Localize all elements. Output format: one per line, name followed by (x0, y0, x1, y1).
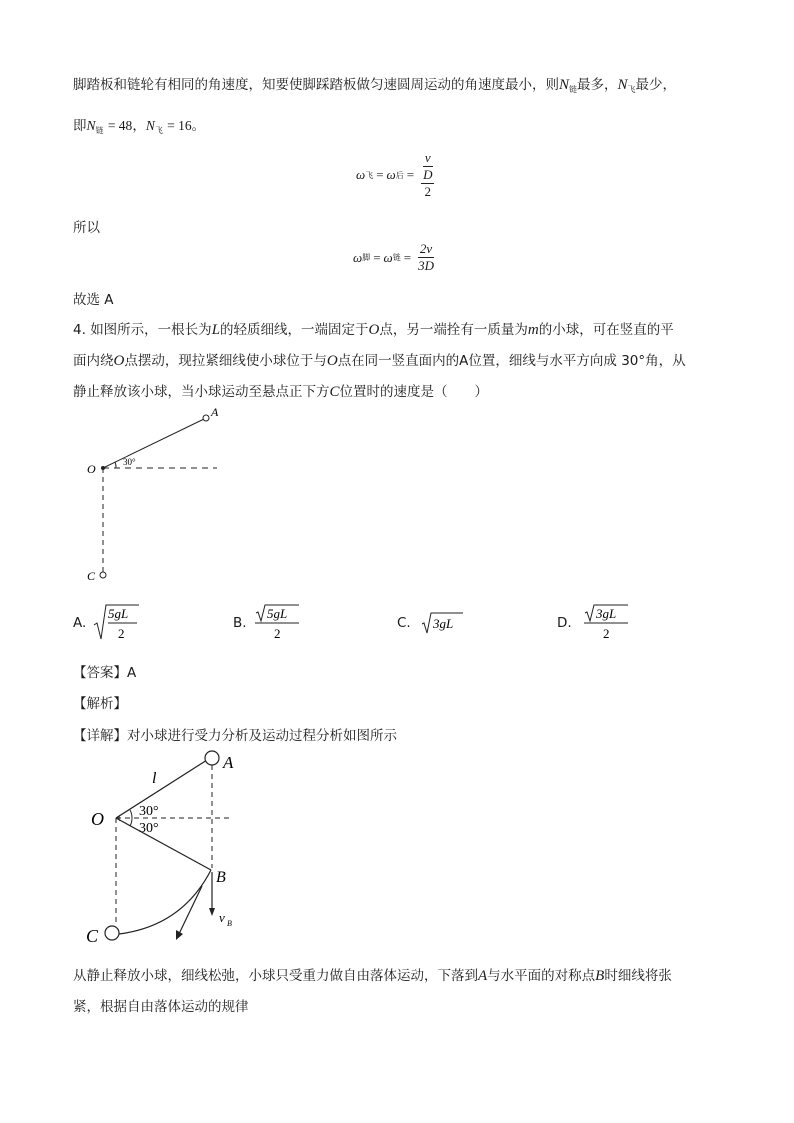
text-segment: 如图所示，一根长为 (90, 322, 212, 338)
sqrt-fraction-expression (92, 603, 140, 643)
text-choose-a: 故选 A (73, 292, 114, 308)
label-c: C (87, 569, 96, 583)
label-angle: 30° (123, 457, 136, 467)
text-segment: 与水平面的对称点 (487, 968, 596, 984)
arc-path (119, 870, 211, 934)
answer: 【答案】A (73, 665, 137, 681)
symbol-C: C (329, 384, 340, 400)
detail-text: 【详解】对小球进行受力分析及运动过程分析如图所示 (73, 728, 397, 744)
label-angle-top: 30° (139, 804, 159, 819)
string-oa (116, 760, 207, 818)
denominator: 2 (602, 626, 610, 641)
pendulum-diagram (80, 405, 230, 590)
fraction-sqrt-expression (584, 603, 630, 643)
label-a: A (223, 753, 234, 772)
question-number: 4. (73, 322, 86, 338)
text-suoyi: 所以 (73, 220, 100, 236)
ball-a (205, 751, 219, 765)
final-line-2: 紧，根据自由落体运动的规律 (73, 999, 249, 1015)
value-48: = 48 (107, 118, 133, 133)
equals-sign: = (373, 249, 381, 265)
denominator (419, 167, 436, 200)
omega-symbol: ω (386, 167, 396, 182)
angle-arc-top (130, 810, 132, 818)
radicand: 3gL (432, 616, 453, 631)
symbol-N: N (559, 77, 570, 93)
question-line-2 (73, 349, 686, 370)
text-segment: 最少， (635, 77, 677, 93)
symbol-N: N (86, 118, 96, 133)
paragraph-line-1 (73, 73, 676, 95)
symbol-O: O (368, 322, 380, 338)
text-segment: 的小球，可在竖直的平 (538, 322, 674, 338)
subscript: 脚 (362, 253, 371, 262)
analysis-heading: 【解析】 (73, 696, 127, 712)
omega-symbol: ω (353, 249, 363, 265)
tangent-arrow (178, 886, 202, 936)
sqrt-expression (421, 611, 465, 635)
text-segment: 时细线将张 (604, 968, 672, 984)
subscript-chain: 链 (569, 85, 578, 94)
angle-arc (115, 462, 116, 468)
subscript-fly: 飞 (627, 85, 636, 94)
option-label: B. (233, 615, 247, 631)
symbol-B: B (595, 968, 605, 984)
numerator: 3gL (595, 606, 616, 621)
label-v: v (219, 910, 225, 925)
denominator: 2 (118, 626, 125, 641)
symbol-L: L (211, 322, 221, 338)
label-v-subscript: B (227, 919, 232, 928)
formula-omega-fly (356, 150, 438, 200)
inner-denominator: 2 (424, 184, 431, 199)
text-segment: 。 (191, 118, 206, 134)
label-angle-bottom: 30° (139, 821, 159, 836)
label-o: O (87, 462, 96, 476)
symbol-N: N (617, 77, 628, 93)
option-label: D. (557, 615, 572, 631)
text-segment: 静止释放该小球，当小球运动至悬点正下方 (73, 384, 330, 400)
numerator: v (424, 150, 431, 165)
symbol-N: N (145, 118, 155, 133)
value-16: = 16 (167, 118, 192, 133)
subscript: 链 (392, 253, 401, 262)
fraction (416, 241, 436, 274)
subscript-fly: 飞 (154, 126, 163, 135)
symbol-m: m (527, 322, 539, 338)
text-segment: 面内绕 (73, 353, 114, 369)
label-b: B (216, 869, 226, 886)
symbol-A: A (478, 968, 488, 984)
option-label: A. (73, 615, 87, 631)
paragraph-line-2 (73, 114, 205, 136)
equals-sign: = (376, 167, 384, 182)
text-segment: 点在同一竖直面内的A位置，细线与水平方向成 30°角，从 (337, 353, 686, 369)
label-o: O (91, 809, 104, 829)
subscript-chain: 链 (95, 126, 104, 135)
equals-sign: = (406, 167, 415, 182)
text-segment: 位置时的速度是（ ） (339, 384, 489, 400)
angle-arc-bottom (130, 818, 132, 826)
ball-c (105, 926, 119, 940)
label-c: C (86, 926, 99, 946)
fraction-sqrt-expression (255, 603, 301, 643)
ball-a (203, 415, 209, 421)
fraction (419, 150, 436, 200)
string-line (103, 419, 204, 468)
option-a[interactable] (73, 603, 140, 643)
numerator: 5gL (108, 606, 129, 621)
denominator: 3D (418, 258, 434, 273)
symbol-O: O (113, 353, 125, 369)
inner-numerator: D (423, 167, 433, 182)
separator: ， (132, 118, 146, 134)
force-analysis-diagram (82, 746, 252, 946)
text-segment: 从静止释放小球，细线松弛，小球只受重力做自由落体运动，下落到 (73, 968, 478, 984)
numerator: 5gL (266, 606, 287, 621)
denominator: 2 (273, 626, 281, 641)
text-segment: 点摆动，现拉紧细线使小球位于与 (124, 353, 327, 369)
equals-sign: = (403, 249, 412, 265)
text-segment: 脚踏板和链轮有相同的角速度，知要使脚踩踏板做匀速圆周运动的角速度最小，则 (73, 77, 559, 93)
option-d[interactable] (557, 603, 630, 643)
label-a: A (211, 405, 219, 419)
omega-symbol: ω (383, 249, 393, 265)
option-c[interactable] (397, 611, 465, 635)
text-segment: 点，另一端拴有一质量为 (379, 322, 528, 338)
symbol-O: O (326, 353, 338, 369)
numerator: 2v (419, 241, 433, 256)
subscript: 后 (395, 170, 404, 180)
text-segment: 即 (73, 118, 87, 134)
text-segment: 的轻质细线，一端固定于 (220, 322, 369, 338)
subscript: 飞 (365, 170, 374, 180)
label-l: l (152, 770, 157, 787)
option-b[interactable] (233, 603, 301, 643)
velocity-arrow-head (209, 908, 215, 916)
question-line-1 (73, 318, 674, 339)
text-segment: 最多， (577, 77, 618, 93)
final-line-1 (73, 964, 672, 985)
option-label: C. (397, 615, 411, 631)
ball-c (100, 572, 106, 578)
omega-symbol: ω (356, 167, 366, 182)
formula-omega-foot (353, 241, 438, 274)
question-line-3 (73, 380, 488, 401)
